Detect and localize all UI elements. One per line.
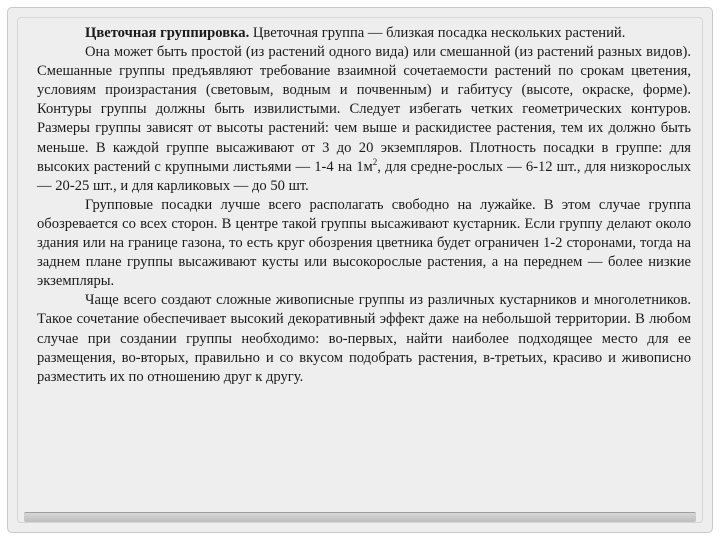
intro-text: Цветочная группа — близкая посадка нескольких растений. (249, 25, 626, 41)
paragraph-2-text: Она может быть простой (из растений одного вида) или смешанной (из растений разных видов). Смешанные группы предъявляют требование взаимной сочетаемости растений по срокам цветения, условиям произрастания (световым, водным и почвенным) и габитусу (высоте, окраске, форме). Контуры группы должны быть извилистыми. Следует избегать четких геометрических контуров. Размеры группы зависят от высоты растений: чем выше и раскидистее растения, тем их должно быть меньше. В каждой группе высаживают от 3 до 20 экземпляров. Плотность посадки в группе: для высоких растений с крупными листьями — 1-4 на 1м (37, 44, 691, 175)
paragraph-2-text-end: , для средне-рослых — 6-12 шт., для низкорослых — 20-25 шт., и для карликовых — до 50 шт. (37, 158, 691, 194)
paragraph-intro (37, 24, 691, 43)
superscript: 2 (372, 156, 378, 167)
document-body (37, 24, 691, 387)
paragraph-complex-groups: Чаще всего создают сложные живописные группы из различных кустарников и многолетников. Такое сочетание обеспечивает высокий декоративный эффект даже на небольшой территории. В любом случае при создании группы необходимо: во-первых, найти наиболее подходящее место для ее размещения, во-вторых, правильно и со вкусом подобрать растения, в-третьих, красиво и живописно разместить их по отношению друг к другу. (37, 292, 691, 385)
frame-bottom-bar (24, 512, 696, 522)
paragraph-placement: Групповые посадки лучше всего располагать свободно на лужайке. В этом случае группа обозревается со всех сторон. В центре такой группы высаживают кустарник. Если группу делают около здания или на границе газона, то есть круг обозрения цветника будет ограничен 1-2 сторонами, тогда на заднем плане группы высаживают кусты или высокорослые растения, а на переднем — более низкие экземпляры. (37, 196, 691, 290)
heading: Цветочная группировка. (85, 25, 250, 41)
paragraph-composition (37, 43, 691, 196)
